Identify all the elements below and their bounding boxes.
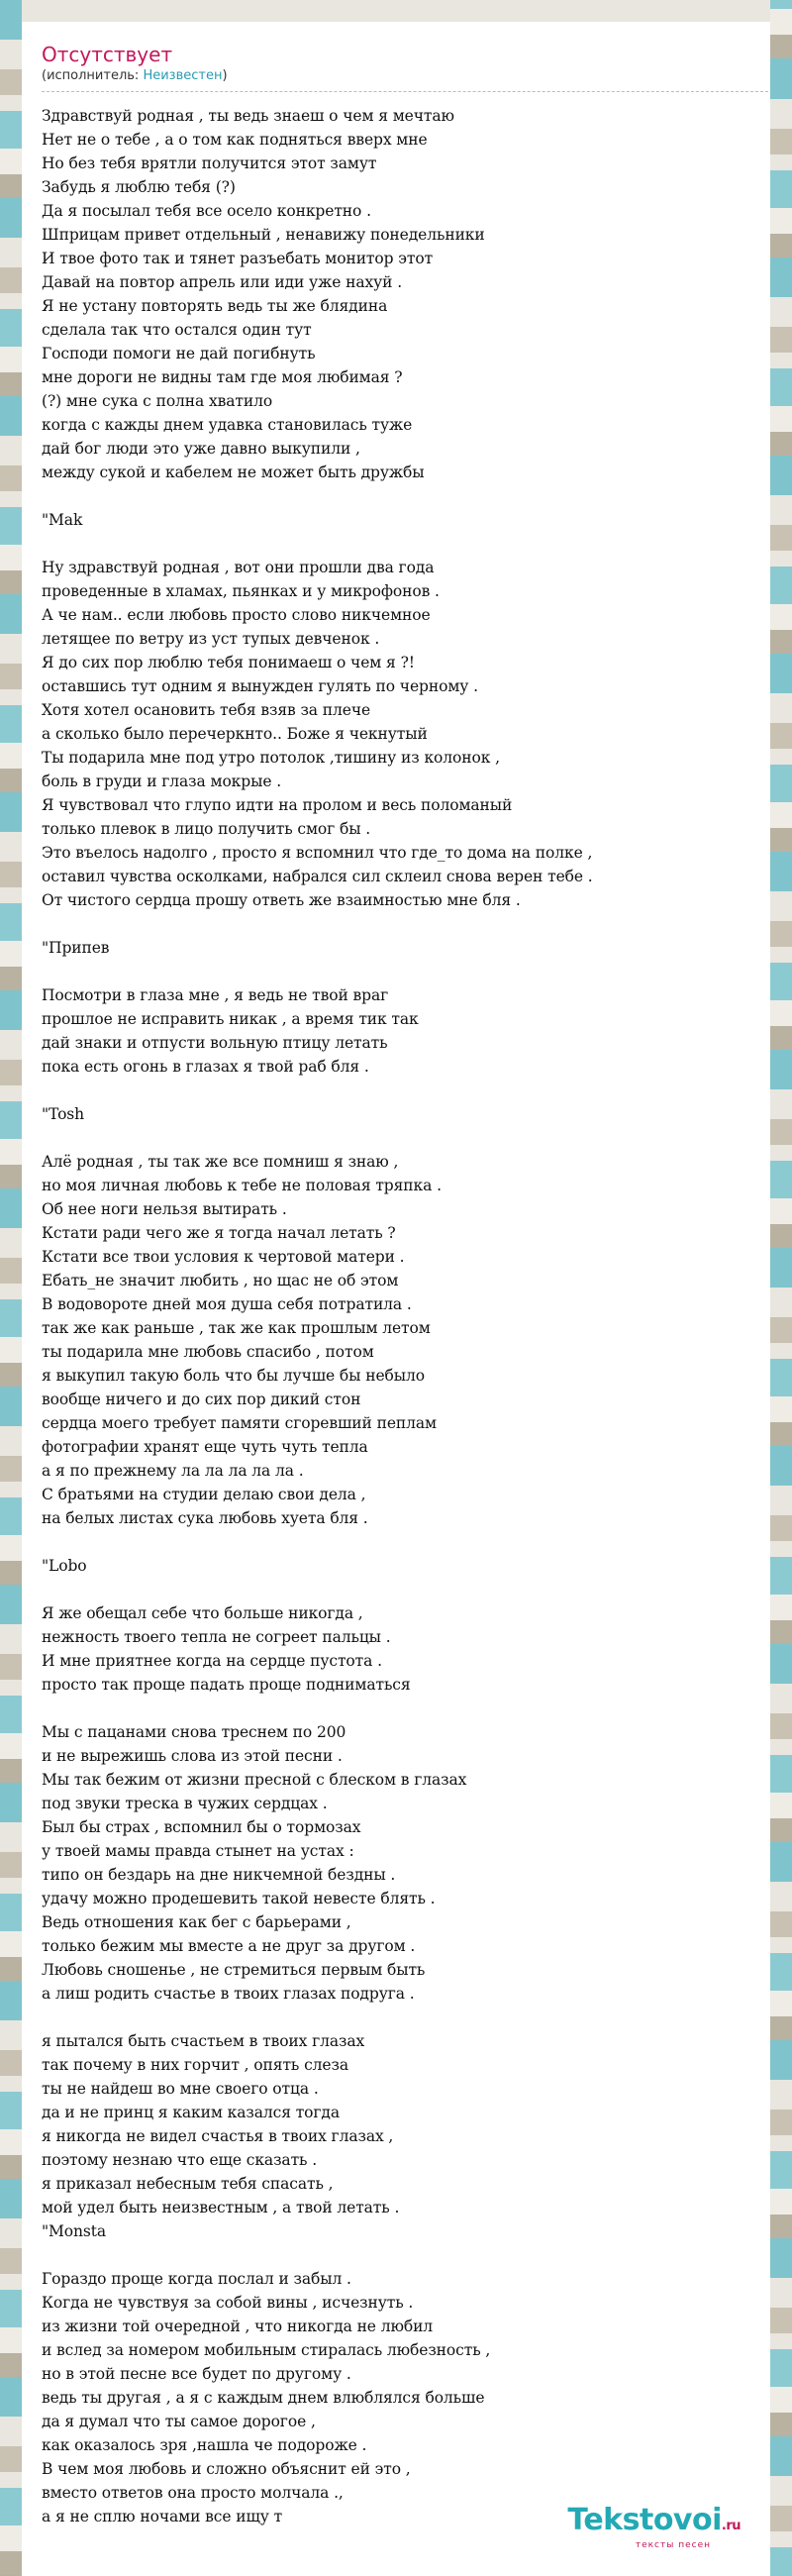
logo-tagline: тексты песен (635, 2540, 711, 2550)
song-title: Отсутствует (42, 43, 173, 66)
site-logo[interactable] (567, 2505, 741, 2550)
lyrics-card (22, 22, 770, 2576)
left-decorative-stripe (0, 0, 22, 2576)
artist-line (42, 67, 768, 92)
artist-suffix: ) (222, 68, 228, 83)
artist-link[interactable]: Неизвестен (143, 68, 223, 83)
logo-name: Tekstovoi (567, 2503, 722, 2537)
artist-prefix: (исполнитель: (42, 68, 144, 83)
right-decorative-stripe (770, 0, 792, 2576)
logo-tld: .ru (721, 2519, 741, 2533)
lyrics-text: Здравствуй родная , ты ведь знаеш о чем я мечтаю Нет не о тебе , а о том как подняться вверх мне Но без тебя врятли получится этот замут Забудь я люблю тебя (?) Да я посылал тебя все осело конкретно . Шприцам привет отдельный , ненавижу понедельники И твое фото так и тянет разъебать монитор этот Давай на повтор апрель или иди уже нахуй . Я не устану повторять ведь ты же блядина сделала так что остался один тут Господи помоги не дай погибнуть мне дороги не видны там где моя любимая ? (?) мне сука с полна хватило когда с кажды днем удавка становилась туже дай бог люди это уже давно выкупили , между сукой и кабелем не может быть дружбы "Mak Ну здравствуй родная , вот они прошли два года проведенные в хламах, пьянках и у микрофонов . А че нам.. если любовь просто слово никчемное летящее по ветру из уст тупых девченок . Я до сих пор люблю тебя понимаеш о чем я ?! оставшись тут одним я вынужден гулять по черному . Хотя хотел осановить тебя взяв за плече а сколько было перечеркнто.. Боже я чекнутый Ты подарила мне под утро потолок ,тишину из колонок , боль в груди и глаза мокрые . Я чувствовал что глупо идти на пролом и весь поломаный только плевок в лицо получить смог бы . Это въелось надолго , просто я вспомнил что где_то дома на полке , оставил чувства осколками, набрался сил склеил снова верен тебе . От чистого сердца прошу ответь же взаимностью мне бля . "Припев Посмотри в глаза мне , я ведь не твой враг прошлое не исправить никак , а время тик так дай знаки и отпусти вольную птицу летать пока есть огонь в глазах я твой раб бля . "Tosh Алё родная , ты так же все помниш я знаю , но моя личная любовь к тебе не половая тряпка . Об нее ноги нельзя вытирать . Кстати ради чего же я тогда начал летать ? Кстати все твои условия к чертовой матери . Ебать_не значит любить , но щас не об этом В водовороте дней моя душа себя потратила . так же как раньше , так же как прошлым летом ты подарила мне любовь спасибо , потом я выкупил такую боль что бы лучше бы небыло вообще ничего и до сих пор дикий стон сердца моего требует памяти сгоревший пеплам фотографии хранят еще чуть чуть тепла а я по прежнему ла ла ла ла ла . С братьями на студии делаю свои дела , на белых листах сука любовь хуета бля . "Lobo Я же обещал себе что больше никогда , нежность твоего тепла не согреет пальцы . И мне приятнее когда на сердце пустота . просто так проще падать проще подниматься Мы с пацанами снова треснем по 200 и не вырежишь слова из этой песни . Мы так бежим от жизни пресной с блеском в глазах под звуки треска в чужих сердцах . Был бы страх , вспомнил бы о тормозах у твоей мамы правда стынет на устах : типо он бездарь на дне никчемной бездны . удачу можно продешевить такой невесте блять . Ведь отношения как бег с барьерами , только бежим мы вместе а не друг за другом . Любовь сношенье , не стремиться первым быть а лиш родить счастье в твоих глазах подруга . я пытался быть счастьем в твоих глазах так почему в них горчит , опять слеза ты не найдеш во мне своего отца . да и не принц я каким казался тогда я никогда не видел счастья в твоих глазах , поэтому незнаю что еще сказать . я приказал небесным тебя спасать , мой удел быть неизвестным , а твой летать . "Monsta Гораздо проще когда послал и забыл . Когда не чувствуя за собой вины , исчезнуть . из жизни той очередной , что никогда не любил и вслед за номером мобильным стиралась любезность , но в этой песне все будет по другому . ведь ты другая , а я с каждым днем влюблялся больше да я думал что ты самое дорогое , как оказалось зря ,нашла че подороже . В чем моя любовь и сложно объяснит ей это , вместо ответов она просто молчала ., а я не сплю ночами все ищу т (42, 107, 593, 2525)
